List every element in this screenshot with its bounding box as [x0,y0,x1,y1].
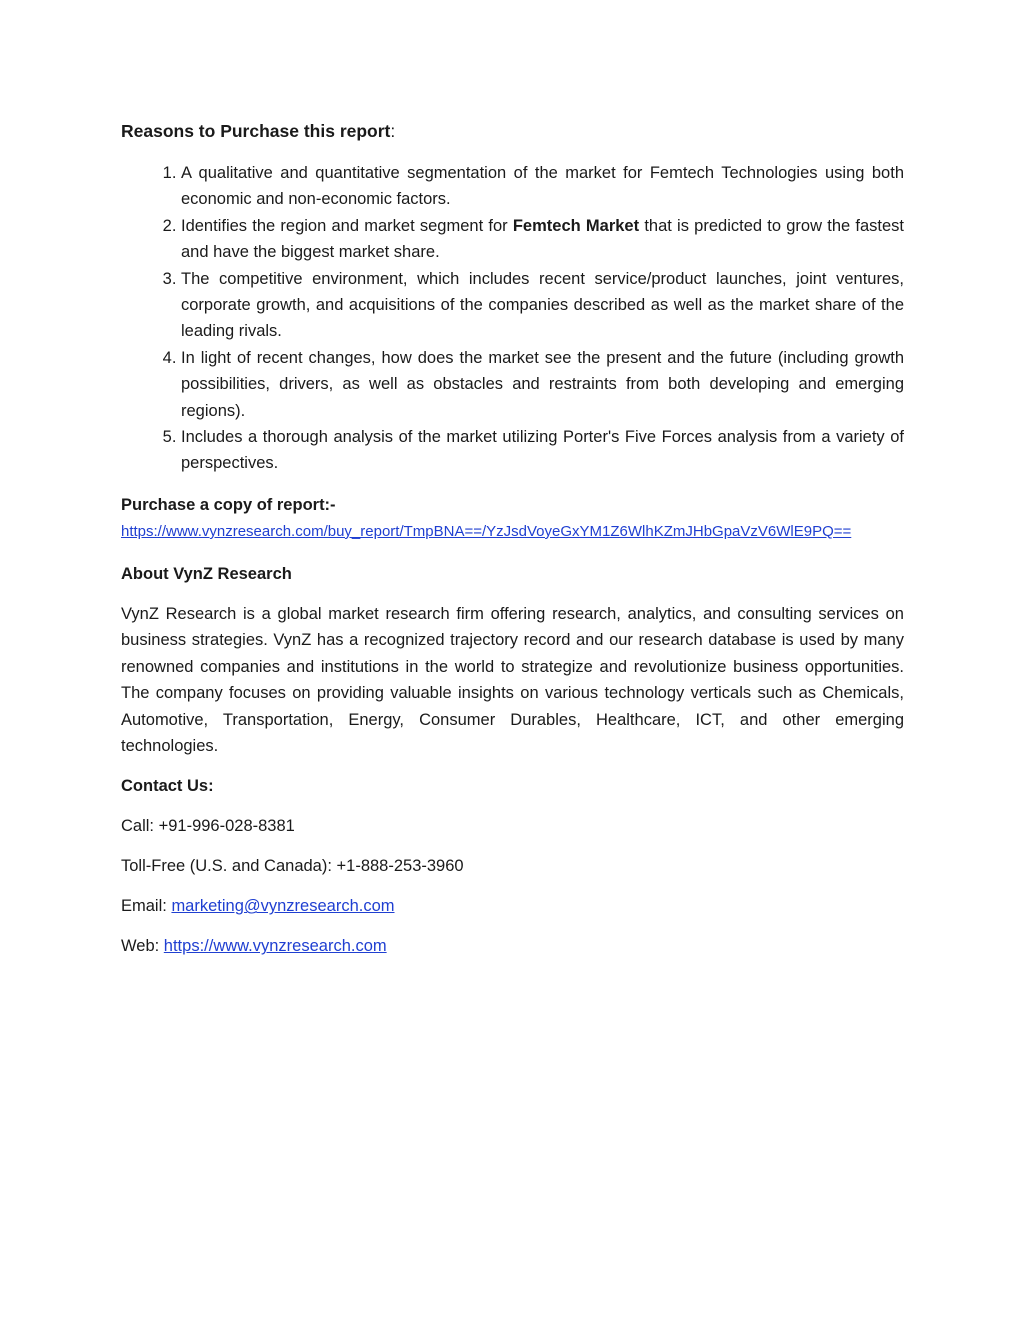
reason-2-bold-term: Femtech Market [512,216,640,235]
about-title: About VynZ Research [121,564,292,583]
email-link[interactable]: marketing@vynzresearch.com [171,897,395,916]
reason-3-text: The competitive environment, which includes recent service/product launches, joint ventures, corporate growth, and acquisitions of the companies described as well as the market share of the leading rivals. [181,269,904,341]
reason-2-text-end: that is predicted to grow the fastest and have the biggest market share. [181,216,904,262]
reason-2-text-start: Identifies the region and market segment for [181,216,513,235]
reason-4-text: In light of recent changes, how does the market see the present and the future (including growth possibilities, drivers, as well as obstacles and restraints from both developing and emerging regions). [181,348,904,420]
reason-item-4 [181,345,904,424]
purchase-label: Purchase a copy of report:- [121,495,336,514]
about-paragraph: VynZ Research is a global market research firm offering research, analytics, and consulting services on business strategies. VynZ has a recognized trajectory record and our research database is used by many renowned companies and institutions in the world to strategize and revolutionize business opportunities. The company focuses on providing valuable insights on various technology verticals such as Chemicals, Automotive, Transportation, Energy, Consumer Durables, Healthcare, ICT, and other emerging technologies. [121,604,904,755]
email-label: Email: [121,897,172,916]
contact-call: Call: +91-996-028-8381 [121,817,295,836]
reason-1-text: A qualitative and quantitative segmentation of the market for Femtech Technologies using both economic and non-economic factors. [181,164,904,209]
contact-title: Contact Us: [121,777,214,796]
reason-5-text: Includes a thorough analysis of the market utilizing Porter's Five Forces analysis from a variety of perspectives. [181,428,904,473]
reasons-heading [121,118,904,144]
reason-item-1 [181,160,904,213]
document-page [121,118,904,959]
web-link[interactable]: https://www.vynzresearch.com [163,937,387,956]
reasons-list [121,160,904,477]
contact-tollfree: Toll-Free (U.S. and Canada): +1-888-253-3960 [121,857,464,876]
web-label: Web: [121,937,164,956]
purchase-report-link[interactable]: https://www.vynzresearch.com/buy_report/TmpBNA==/YzJsdVoyeGxYM1Z6WlhKZmJHbGpaVzV6WlE9PQ== [121,522,852,540]
reason-item-5 [181,424,904,477]
reasons-heading-text: Reasons to Purchase this report [121,121,391,141]
reason-item-3 [181,266,904,345]
reasons-heading-colon: : [390,121,396,141]
contact-email-line [121,893,904,919]
contact-web-line [121,933,904,959]
reason-item-2 [181,213,904,266]
